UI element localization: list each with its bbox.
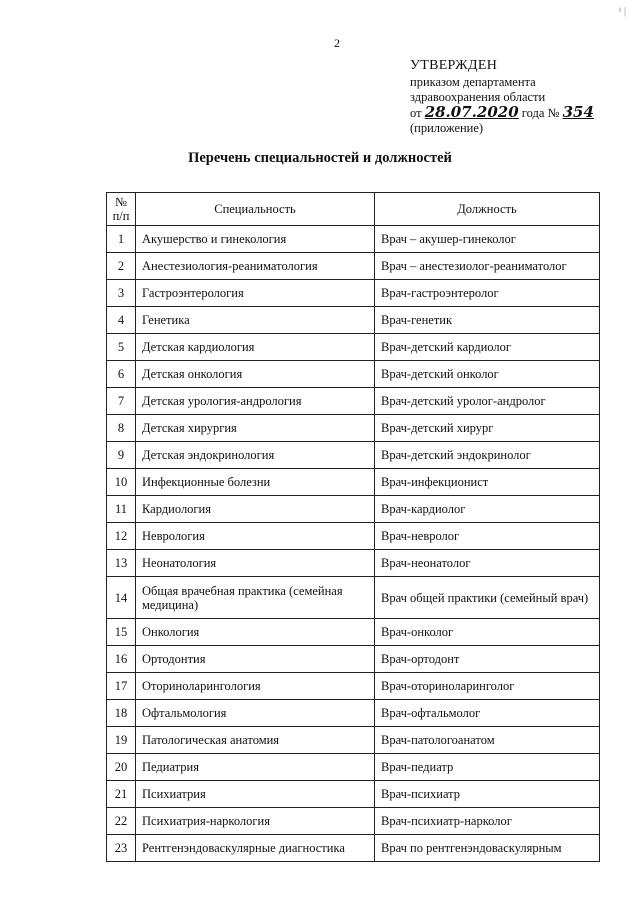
cell-number: 10 bbox=[107, 469, 136, 496]
cell-number: 9 bbox=[107, 442, 136, 469]
cell-number: 1 bbox=[107, 226, 136, 253]
cell-specialty: Рентгенэндоваскулярные диагностика bbox=[136, 835, 375, 862]
cell-specialty: Кардиология bbox=[136, 496, 375, 523]
approval-block bbox=[410, 58, 594, 136]
cell-specialty: Оториноларингология bbox=[136, 673, 375, 700]
cell-number: 18 bbox=[107, 700, 136, 727]
page-number: 2 bbox=[334, 36, 340, 50]
cell-number: 20 bbox=[107, 754, 136, 781]
table-row bbox=[107, 496, 600, 523]
cell-specialty: Онкология bbox=[136, 619, 375, 646]
cell-position: Врач-психиатр bbox=[375, 781, 600, 808]
cell-specialty: Ортодонтия bbox=[136, 646, 375, 673]
cell-position: Врач-детский эндокринолог bbox=[375, 442, 600, 469]
cell-number: 5 bbox=[107, 334, 136, 361]
cell-specialty: Офтальмология bbox=[136, 700, 375, 727]
cell-specialty: Патологическая анатомия bbox=[136, 727, 375, 754]
cell-position: Врач общей практики (семейный врач) bbox=[375, 577, 600, 619]
cell-position: Врач-ортодонт bbox=[375, 646, 600, 673]
cell-position: Врач-детский уролог-андролог bbox=[375, 388, 600, 415]
cell-specialty: Анестезиология-реаниматология bbox=[136, 253, 375, 280]
table-row bbox=[107, 523, 600, 550]
specialties-table bbox=[106, 192, 600, 862]
cell-position: Врач-кардиолог bbox=[375, 496, 600, 523]
cell-position: Врач-патологоанатом bbox=[375, 727, 600, 754]
cell-specialty: Детская кардиология bbox=[136, 334, 375, 361]
cell-number: 22 bbox=[107, 808, 136, 835]
cell-specialty: Детская эндокринология bbox=[136, 442, 375, 469]
approval-prefix: от bbox=[410, 106, 422, 120]
cell-position: Врач по рентгенэндоваскулярным bbox=[375, 835, 600, 862]
cell-position: Врач-оториноларинголог bbox=[375, 673, 600, 700]
cell-position: Врач-детский хирург bbox=[375, 415, 600, 442]
cell-number: 6 bbox=[107, 361, 136, 388]
cell-number: 11 bbox=[107, 496, 136, 523]
table-row bbox=[107, 442, 600, 469]
cell-specialty: Неврология bbox=[136, 523, 375, 550]
cell-specialty: Детская хирургия bbox=[136, 415, 375, 442]
cell-number: 3 bbox=[107, 280, 136, 307]
approval-line-1: приказом департамента bbox=[410, 75, 536, 89]
table-row bbox=[107, 673, 600, 700]
cell-number: 13 bbox=[107, 550, 136, 577]
header-position: Должность bbox=[375, 193, 600, 226]
cell-specialty: Детская онкология bbox=[136, 361, 375, 388]
cell-specialty: Детская урология-андрология bbox=[136, 388, 375, 415]
approval-line-2: здравоохранения области bbox=[410, 90, 546, 104]
cell-specialty: Педиатрия bbox=[136, 754, 375, 781]
cell-specialty: Инфекционные болезни bbox=[136, 469, 375, 496]
cell-specialty: Психиатрия bbox=[136, 781, 375, 808]
cell-position: Врач-онколог bbox=[375, 619, 600, 646]
table-row bbox=[107, 388, 600, 415]
cell-number: 16 bbox=[107, 646, 136, 673]
table-row bbox=[107, 361, 600, 388]
cell-position: Врач-психиатр-нарколог bbox=[375, 808, 600, 835]
cell-position: Врач-офтальмолог bbox=[375, 700, 600, 727]
table-row bbox=[107, 727, 600, 754]
cell-number: 14 bbox=[107, 577, 136, 619]
table-row bbox=[107, 280, 600, 307]
cell-position: Врач-невролог bbox=[375, 523, 600, 550]
cell-number: 21 bbox=[107, 781, 136, 808]
approval-number: 354 bbox=[562, 103, 594, 121]
table-row bbox=[107, 781, 600, 808]
cell-specialty: Генетика bbox=[136, 307, 375, 334]
cell-position: Врач – акушер-гинеколог bbox=[375, 226, 600, 253]
table-row bbox=[107, 646, 600, 673]
cell-position: Врач – анестезиолог-реаниматолог bbox=[375, 253, 600, 280]
cell-number: 15 bbox=[107, 619, 136, 646]
table-header-row bbox=[107, 193, 600, 226]
table-row bbox=[107, 307, 600, 334]
approval-year-word: года bbox=[521, 106, 545, 120]
cell-number: 2 bbox=[107, 253, 136, 280]
header-specialty: Специальность bbox=[136, 193, 375, 226]
cell-position: Врач-инфекционист bbox=[375, 469, 600, 496]
approval-date-line bbox=[410, 105, 594, 121]
table-row bbox=[107, 619, 600, 646]
table-row bbox=[107, 577, 600, 619]
approval-appendix: (приложение) bbox=[410, 121, 484, 135]
table-row bbox=[107, 415, 600, 442]
cell-position: Врач-детский кардиолог bbox=[375, 334, 600, 361]
cell-number: 19 bbox=[107, 727, 136, 754]
approval-title: УТВЕРЖДЕН bbox=[410, 58, 498, 73]
table-row bbox=[107, 469, 600, 496]
cell-number: 8 bbox=[107, 415, 136, 442]
table-row bbox=[107, 700, 600, 727]
cell-position: Врач-генетик bbox=[375, 307, 600, 334]
cell-specialty: Акушерство и гинекология bbox=[136, 226, 375, 253]
cell-number: 23 bbox=[107, 835, 136, 862]
table-row bbox=[107, 754, 600, 781]
cell-position: Врач-детский онколог bbox=[375, 361, 600, 388]
table-row bbox=[107, 550, 600, 577]
cell-position: Врач-неонатолог bbox=[375, 550, 600, 577]
cell-position: Врач-педиатр bbox=[375, 754, 600, 781]
cell-number: 4 bbox=[107, 307, 136, 334]
header-number: № п/п bbox=[107, 193, 136, 226]
table-row bbox=[107, 226, 600, 253]
cell-number: 17 bbox=[107, 673, 136, 700]
table-row bbox=[107, 253, 600, 280]
table-row bbox=[107, 835, 600, 862]
table-row bbox=[107, 334, 600, 361]
margin-mark: ¹ | bbox=[618, 6, 626, 17]
cell-position: Врач-гастроэнтеролог bbox=[375, 280, 600, 307]
cell-specialty: Психиатрия-наркология bbox=[136, 808, 375, 835]
document-title: Перечень специальностей и должностей bbox=[188, 150, 452, 166]
table-row bbox=[107, 808, 600, 835]
approval-date: 28.07.2020 bbox=[424, 103, 519, 121]
cell-number: 12 bbox=[107, 523, 136, 550]
cell-number: 7 bbox=[107, 388, 136, 415]
cell-specialty: Неонатология bbox=[136, 550, 375, 577]
cell-specialty: Гастроэнтерология bbox=[136, 280, 375, 307]
approval-num-sign: № bbox=[547, 106, 560, 120]
cell-specialty: Общая врачебная практика (семейная медицина) bbox=[136, 577, 375, 619]
